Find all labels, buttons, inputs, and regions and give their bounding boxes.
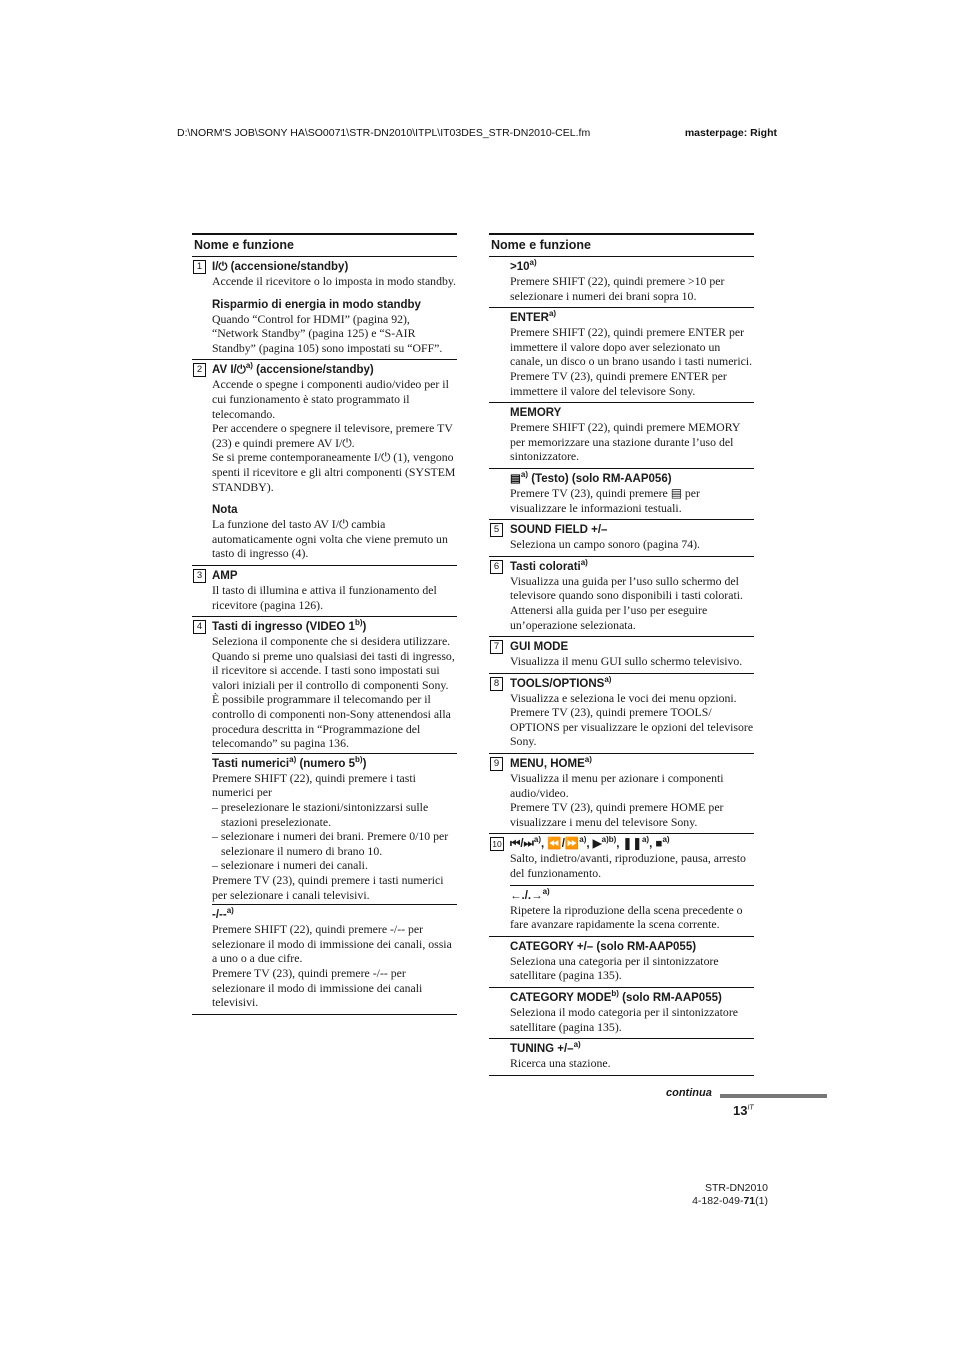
entry-text: Premere SHIFT (22), quindi premere >10 per selezionare i numeri dei brani sopra 10. xyxy=(510,274,725,303)
document-code: 4-182-049-71(1) xyxy=(692,1194,768,1207)
entry-title: SOUND FIELD +/– xyxy=(510,524,608,537)
entry-number: 6 xyxy=(490,560,503,574)
entry-10 xyxy=(489,834,754,884)
masterpage-label: masterpage: Right xyxy=(684,127,777,139)
model-number: STR-DN2010 xyxy=(704,1182,768,1194)
entry-text: Premere SHIFT (22), quindi premere i tasti numerici per xyxy=(212,770,416,800)
entry-number: 7 xyxy=(490,640,503,654)
entry-text: Seleziona il modo categoria per il sintonizzatore satellitare (pagina 135). xyxy=(510,1005,738,1034)
entry-text: Visualizza il menu per azionare i componenti audio/video. xyxy=(510,771,724,800)
note-text: La funzione del tasto AV I/⏻ cambia automaticamente ogni volta che viene premuto un tasto di ingresso (4). xyxy=(212,517,448,561)
continued-label: continua xyxy=(666,1087,712,1099)
continued-bar xyxy=(720,1094,827,1098)
entry-text: Premere SHIFT (22), quindi premere MEMORY per memorizzare una stazione durante l’uso del sintonizzatore. xyxy=(510,420,741,464)
entry-text: Visualizza il menu GUI sullo schermo televisivo. xyxy=(510,654,743,669)
entry-text: Premere TV (23), quindi premere HOME per visualizzare i menu del televisore Sony. xyxy=(510,800,724,829)
block-memory xyxy=(489,403,754,469)
pause-icon: , ❚❚ xyxy=(616,838,642,851)
replay-advance-icon: ←./.→ xyxy=(510,889,543,902)
entry-7 xyxy=(489,637,754,674)
entry-title: AV I/⏻$^{a)}$ (accensione/standby) xyxy=(212,361,374,377)
section-title: Nome e funzione xyxy=(192,233,457,257)
left-column xyxy=(192,233,457,1015)
entry-number: 4 xyxy=(193,620,206,634)
entry-text: Premere TV (23), quindi premere TOOLS/ OPTIONS per visualizzare le opzioni del televisore Sony. xyxy=(510,705,754,749)
entry-text: Premere TV (23), quindi premere i tasti numerici per selezionare i canali televisivi. xyxy=(212,873,444,902)
entry-text: Seleziona il componente che si desidera utilizzare. Quando si preme uno qualsiasi dei tasti di ingresso, il ricevitore si accende. I tasti sono impostati sui valori iniziali per il controllo di componenti Sony. È possibile programmare il telecomando per il controllo di componenti non-Sony attenendosi alla procedura descritta in “Programmazione del telecomando” su pagina 136. xyxy=(212,634,455,751)
entry-title: ENTER$^{a)}$ xyxy=(510,309,557,325)
entry-number: 1 xyxy=(193,260,206,274)
block-tuning xyxy=(489,1039,754,1076)
play-icon: , ▶ xyxy=(586,838,602,851)
entry-number: 5 xyxy=(490,523,503,537)
block-enter xyxy=(489,308,754,403)
entry-text: Salto, indietro/avanti, riproduzione, pausa, arresto del funzionamento. xyxy=(510,851,746,881)
entry-text: Premere SHIFT (22), quindi premere -/-- per selezionare il modo di immissione dei canali, ossia a uno o a due cifre. xyxy=(212,922,452,966)
dash-item: – selezionare i numeri dei canali. xyxy=(212,858,368,873)
note-heading: Nota xyxy=(212,504,238,517)
entry-number: 3 xyxy=(193,569,206,583)
page-number: $13^{IT}$ xyxy=(733,1103,754,1118)
entry-title: Tasti colorati$^{a)}$ xyxy=(510,557,588,573)
entry-number: 9 xyxy=(490,757,503,771)
entry-9 xyxy=(489,754,754,834)
entry-text: Premere TV (23), quindi premere ▤ per visualizzare le informazioni testuali. xyxy=(510,485,700,515)
entry-subtitle: -/--$^{a)}$ xyxy=(212,906,234,922)
dash-item: – preselezionare le stazioni/sintonizzarsi sulle stazioni preselezionate. xyxy=(212,800,429,829)
entry-text: Visualizza una guida per l’uso sullo schermo del televisore quando sono disponibili i tasti colorati. Attenersi alla guida per l’uso per eseguire un’operazione selezionata. xyxy=(510,573,743,632)
entry-3 xyxy=(192,566,457,617)
entry-text: Il tasto di illumina e attiva il funzionamento del ricevitore (pagina 126). xyxy=(212,582,437,612)
block-replay-advance xyxy=(489,886,754,937)
entry-text: Quando “Control for HDMI” (pagina 92), “Network Standby” (pagina 125) e “S-AIR Standby” (pagina 105) sono impostati su “OFF”. xyxy=(212,311,443,355)
entry-title: CATEGORY +/– (solo RM-AAP055) xyxy=(510,940,697,953)
entry-text: Premere TV (23), quindi premere -/-- per selezionare il modo di immissione dei canali televisivi. xyxy=(212,965,423,1010)
stop-icon: , ■ xyxy=(649,838,663,851)
digit-mode-block xyxy=(212,904,457,1010)
entry-title: TUNING +/–$^{a)}$ xyxy=(510,1040,581,1056)
entry-2 xyxy=(192,360,457,566)
entry-text: Visualizza e seleziona le voci dei menu opzioni. xyxy=(510,690,737,705)
entry-text: Ripetere la riproduzione della scena precedente o fare avanzare rapidamente la scena corrente. xyxy=(510,902,743,932)
entry-text: Per accendere o spegnere il televisore, premere TV (23) e quindi premere AV I/⏻. xyxy=(212,421,453,450)
subheading: Risparmio di energia in modo standby xyxy=(212,298,421,311)
entry-title: TOOLS/OPTIONS$^{a)}$ xyxy=(510,674,612,690)
entry-title: ←./.→$^{a)}$ xyxy=(510,886,550,902)
entry-4 xyxy=(192,617,457,1015)
block-category xyxy=(489,937,754,988)
entry-title: CATEGORY MODE$^{b)}$ (solo RM-AAP055) xyxy=(510,989,722,1004)
transport-keys-title: ⏮/⏭$^{a)}$, ⏪/⏩$^{a)}$, ▶$^{a)b)}$, ❚❚$^{a)}$, ■$^{a)}$ xyxy=(510,835,670,851)
entry-number: 2 xyxy=(193,363,206,377)
text-icon: ▤ xyxy=(510,472,521,485)
entry-subtitle: Tasti numerici$^{a)}$ (numero 5$^{b)}$) xyxy=(212,755,367,770)
entry-title: GUI MODE xyxy=(510,641,569,654)
number-keys-block xyxy=(212,753,457,902)
entry-title: MEMORY xyxy=(510,407,562,420)
entry-title: $>10^{a)}$ xyxy=(510,258,537,273)
entry-title: MENU, HOME$^{a)}$ xyxy=(510,755,592,771)
section-title: Nome e funzione xyxy=(489,233,754,257)
block-text-key xyxy=(489,469,754,520)
skip-icon: ⏮/⏭ xyxy=(510,838,534,851)
scan-icon: , ⏪/⏩ xyxy=(541,838,580,851)
entry-title: ▤$^{a)}$ (Testo) (solo RM-AAP056) xyxy=(510,470,672,485)
entry-text: Seleziona un campo sonoro (pagina 74). xyxy=(510,537,701,552)
entry-number: 8 xyxy=(490,677,503,691)
dash-item: – selezionare i numeri dei brani. Premere 0/10 per selezionare il numero di brano 10. xyxy=(212,829,449,858)
entry-title: AMP xyxy=(212,569,238,582)
entry-text: Se si preme contemporaneamente I/⏻ (1), vengono spenti il ricevitore e gli altri componenti (SYSTEM STANDBY). xyxy=(212,450,456,494)
entry-6 xyxy=(489,557,754,637)
entry-text: Premere TV (23), quindi premere ENTER per immettere il valore del televisore Sony. xyxy=(510,368,727,398)
entry-1 xyxy=(192,257,457,360)
entry-8 xyxy=(489,674,754,754)
entry-text: Seleziona una categoria per il sintonizzatore satellitare (pagina 135). xyxy=(510,953,719,983)
entry-title: I/⏻ (accensione/standby) xyxy=(212,261,349,273)
entry-text: Ricerca una stazione. xyxy=(510,1056,611,1071)
entry-title: Tasti di ingresso (VIDEO 1$^{b)}$) xyxy=(212,618,367,634)
block-category-mode xyxy=(489,988,754,1039)
document-footer xyxy=(687,1182,768,1207)
file-path-header: D:\NORM'S JOB\SONY HA\SO0071\STR-DN2010\ITPL\IT03DES_STR-DN2010-CEL.fm xyxy=(177,127,591,139)
entry-text: Accende o spegne i componenti audio/video per il cui funzionamento è stato programmato il telecomando. xyxy=(212,377,449,421)
entry-5 xyxy=(489,520,754,557)
entry-text: Premere SHIFT (22), quindi premere ENTER per immettere il valore dopo aver selezionato un canale, un disco o un brano usando i tasti numerici. xyxy=(510,325,753,369)
block-gt10 xyxy=(489,257,754,308)
right-column xyxy=(489,233,754,1076)
entry-text: Accende il ricevitore o lo imposta in modo standby. xyxy=(212,274,456,288)
entry-number: 10 xyxy=(490,837,504,851)
